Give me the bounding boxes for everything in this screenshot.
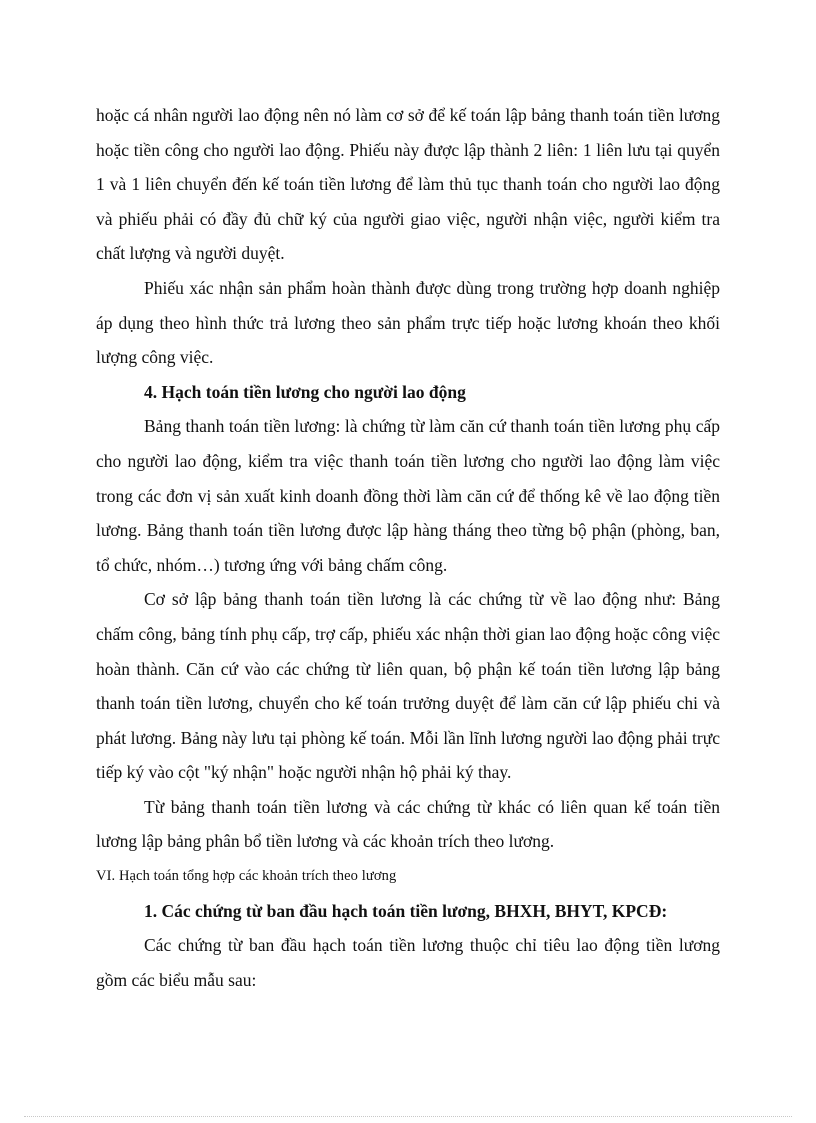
paragraph-product-confirmation: Phiếu xác nhận sản phẩm hoàn thành được dùng trong trường hợp doanh nghiệp áp dụng theo hình thức trả lương theo sản phẩm trực tiếp hoặc lương khoán theo khối lượng công việc. (96, 277, 720, 368)
paragraph-payroll-basis: Cơ sở lập bảng thanh toán tiền lương là các chứng từ về lao động như: Bảng chấm công, bảng tính phụ cấp, trợ cấp, phiếu xác nhận thời gian lao động hoặc công việc hoàn thành. Căn cứ vào các chứng từ liên quan, bộ phận kế toán tiền lương lập bảng thanh toán tiền lương, chuyển cho kế toán trưởng duyệt để làm căn cứ lập phiếu chi và phát lương. Bảng này lưu tại phòng kế toán. Mỗi lần lĩnh lương người lao động phải trực tiếp ký vào cột "ký nhận" hoặc người nhận hộ phải ký thay. (96, 589, 720, 783)
page-bottom-divider (24, 1116, 792, 1117)
section-title-vi: VI. Hạch toán tổng hợp các khoản trích theo lương (96, 868, 397, 885)
document-body (96, 98, 720, 997)
heading-payroll-accounting: 4. Hạch toán tiền lương cho người lao động (144, 381, 466, 402)
paragraph-initial-documents: Các chứng từ ban đầu hạch toán tiền lương thuộc chỉ tiêu lao động tiền lương gồm các biểu mẫu sau: (96, 935, 720, 990)
heading-initial-documents: 1. Các chứng từ ban đầu hạch toán tiền lương, BHXH, BHYT, KPCĐ: (144, 900, 668, 921)
paragraph-worksheet-continuation: hoặc cá nhân người lao động nên nó làm cơ sở để kế toán lập bảng thanh toán tiền lương hoặc tiền công cho người lao động. Phiếu này được lập thành 2 liên: 1 liên lưu tại quyển 1 và 1 liên chuyển đến kế toán tiền lương để làm thủ tục thanh toán cho người lao động và phiếu phải có đầy đủ chữ ký của người giao việc, người nhận việc, người kiểm tra chất lượng và người duyệt. (96, 105, 720, 264)
paragraph-payroll-sheet: Bảng thanh toán tiền lương: là chứng từ làm căn cứ thanh toán tiền lương phụ cấp cho người lao động, kiểm tra việc thanh toán tiền lương cho người lao động làm việc trong các đơn vị sản xuất kinh doanh đồng thời làm căn cứ để thống kê về lao động tiền lương. Bảng thanh toán tiền lương được lập hàng tháng theo từng bộ phận (phòng, ban, tổ chức, nhóm…) tương ứng với bảng chấm công. (96, 416, 720, 575)
paragraph-payroll-allocation: Từ bảng thanh toán tiền lương và các chứng từ khác có liên quan kế toán tiền lương lập bảng phân bổ tiền lương và các khoản trích theo lương. (96, 796, 720, 852)
